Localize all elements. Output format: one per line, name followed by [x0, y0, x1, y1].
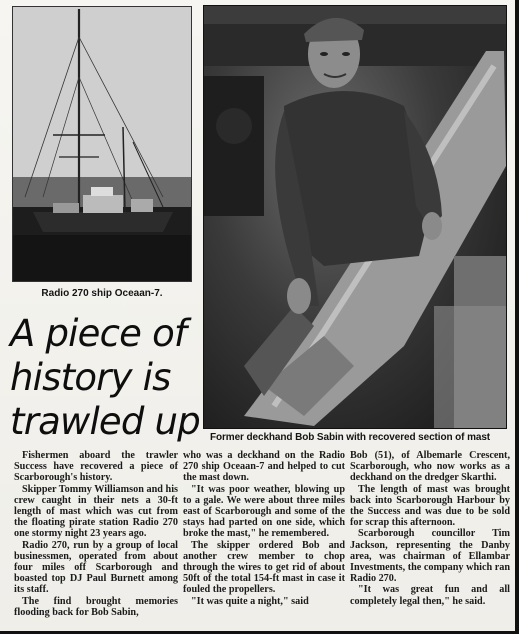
headline-line: A piece of: [10, 312, 187, 355]
article-paragraph: The find brought memories flooding back for Bob Sabin,: [14, 595, 178, 618]
ship-photo-caption: Radio 270 ship Oceaan-7.: [41, 288, 163, 299]
article-paragraph: "It was poor weather, blowing up to a gale. We were about three miles east of Scarborough and some of the stays had parted on one side, which broke the mast," he remembered.: [183, 483, 345, 540]
headline: [10, 312, 200, 444]
article-column-2: [183, 450, 345, 607]
article-paragraph: Scarborough councillor Tim Jackson, representing the Danby area, was chairman of Ellambar Investments, the company which ran Radio 270.: [350, 528, 510, 585]
article-paragraph: The skipper ordered Bob and another crew member to chop through the wires to get rid of about 50ft of the total 154-ft mast in case it fouled the propellers.: [183, 539, 345, 596]
ship-photo: [12, 6, 192, 282]
deckhand-photo-caption: Former deckhand Bob Sabin with recovered section of mast: [210, 432, 491, 443]
article-paragraph: Bob (51), of Albemarle Crescent, Scarborough, who now works as a deckhand on the dredger Skarthi.: [350, 450, 510, 484]
article-paragraph: "It was quite a night," said: [191, 595, 309, 607]
article-column-3: [350, 450, 510, 607]
article-paragraph: Skipper Tommy Williamson and his crew caught in their nets a 30-ft length of mast which was cut from the floating pirate station Radio 270 one stormy night 23 years ago.: [14, 483, 178, 540]
article-paragraph: "It was great fun and all completely legal then," he said.: [350, 584, 510, 607]
article-column-1: [14, 450, 178, 618]
ship-illustration: [13, 7, 191, 281]
right-edge-shadow: [515, 0, 519, 634]
deckhand-photo: [203, 5, 507, 429]
article-paragraph: Radio 270, run by a group of local businessmen, operated from about four miles off Scarborough and boasted top DJ Paul Burnett among its staff.: [14, 539, 178, 596]
deckhand-illustration: [204, 6, 506, 428]
article-paragraph: Fishermen aboard the trawler Success have recovered a piece of Scarborough's history.: [14, 450, 178, 484]
headline-line: trawled up: [10, 400, 200, 443]
article-paragraph: who was a deckhand on the Radio 270 ship Oceaan-7 and helped to cut the mast down.: [183, 450, 345, 484]
headline-line: history is: [10, 356, 171, 399]
article-paragraph: The length of mast was brought back into Scarborough Harbour by the Success and was due to be sold for scrap this afternoon.: [350, 483, 510, 529]
